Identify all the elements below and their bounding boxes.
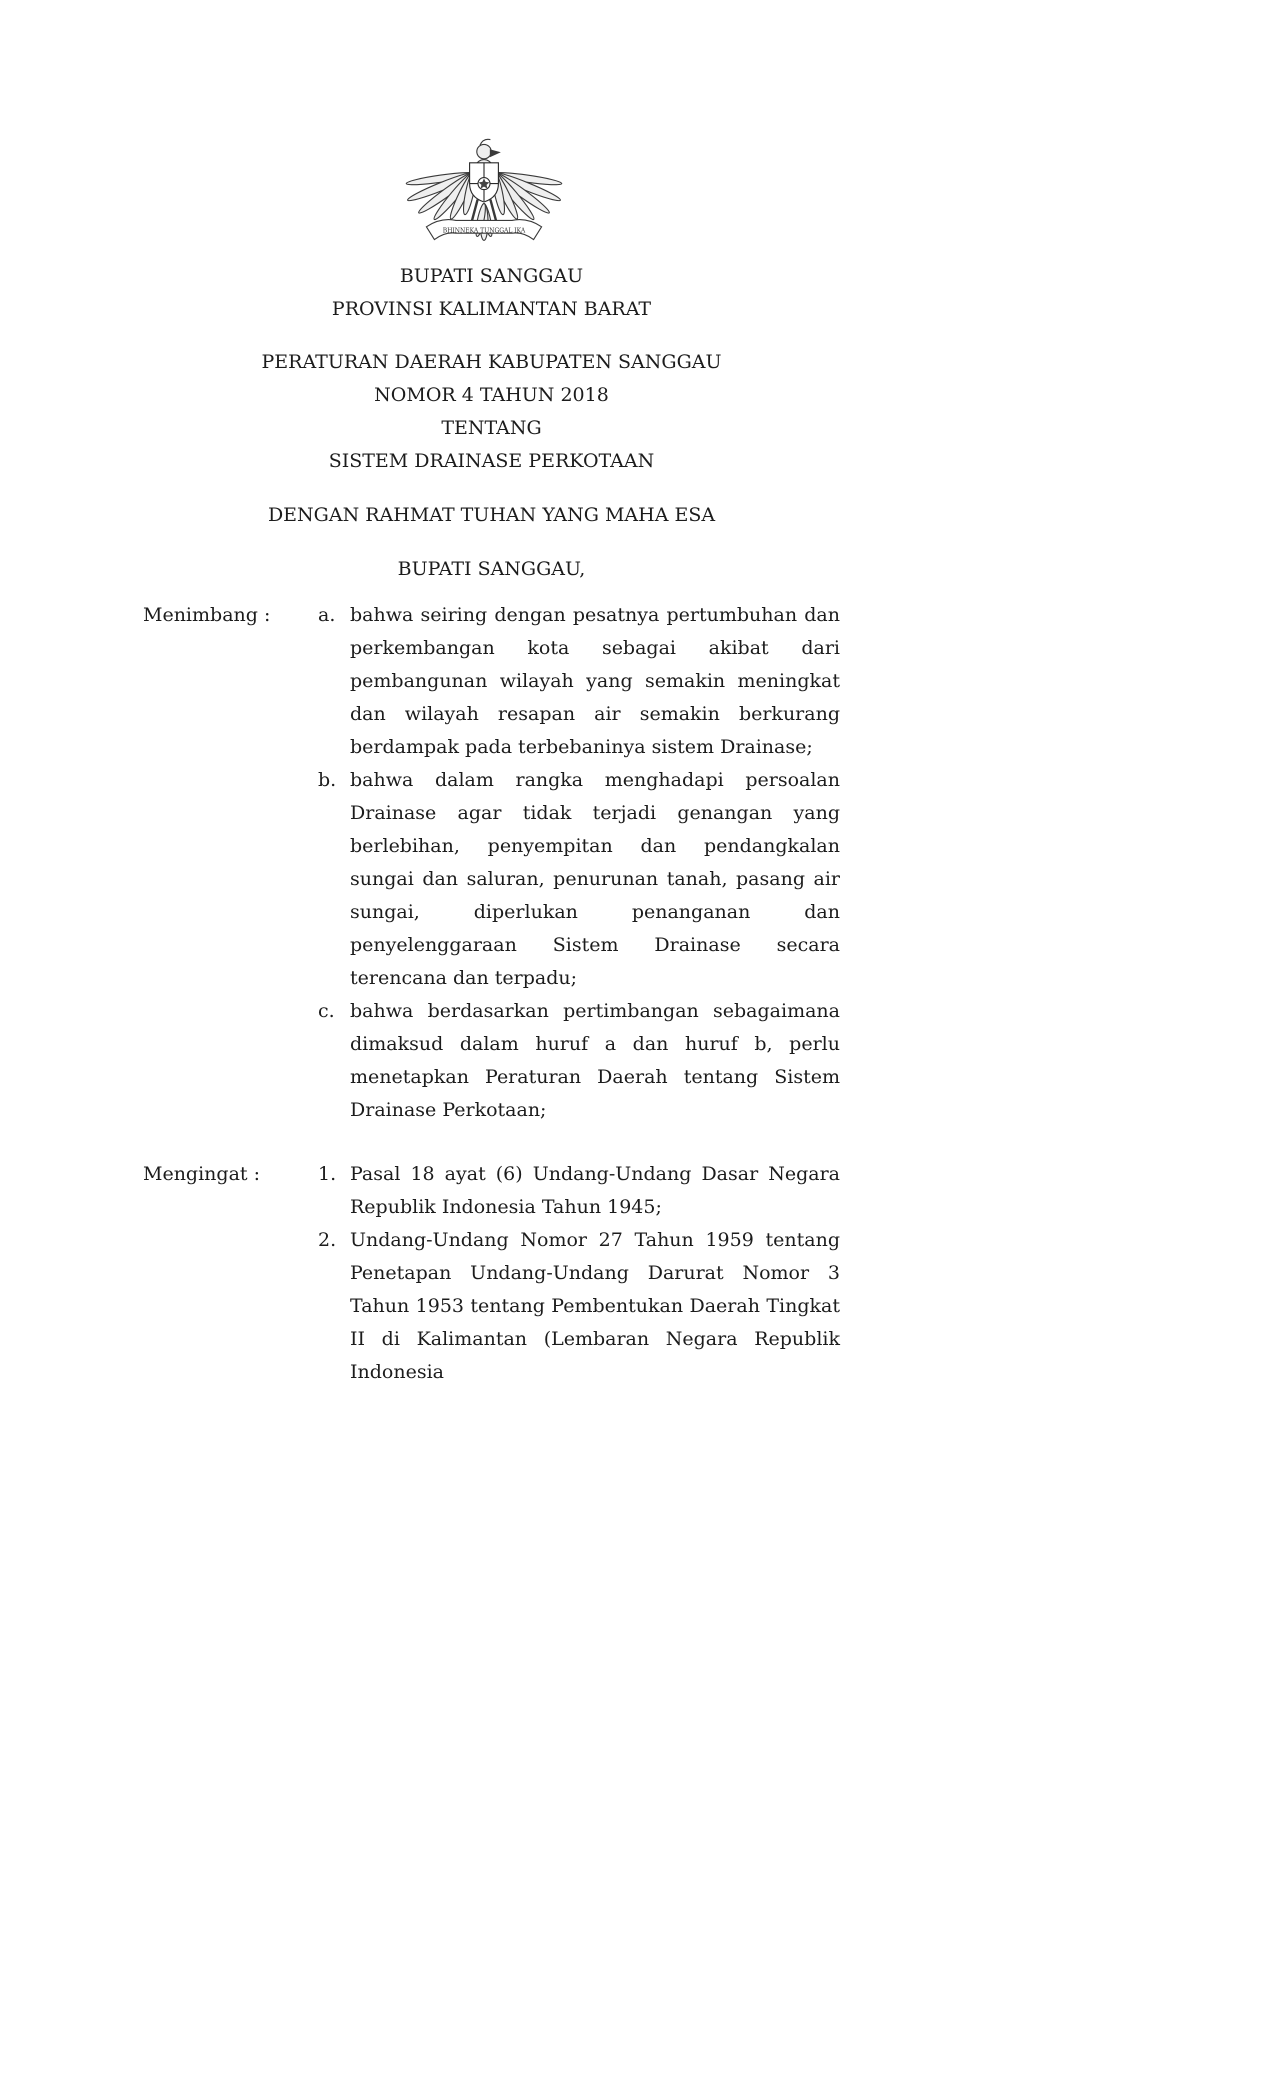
issuer-name: BUPATI SANGGAU (399, 265, 584, 287)
item-text: Undang-Undang Nomor 27 Tahun 1959 tentang Penetapan Undang-Undang Darurat Nomor 3 Tahun 1953 tentang Pembentukan Daerah Tingkat II di Kalimantan (Lembaran Negara Republik Indonesia (350, 1229, 840, 1383)
item-marker: a. (318, 604, 336, 626)
consideration-item-c (318, 995, 840, 1127)
regulation-subject: SISTEM DRAINASE PERKOTAAN (328, 450, 655, 472)
invocation-line: DENGAN RAHMAT TUHAN YANG MAHA ESA (267, 504, 716, 526)
official-block (143, 553, 840, 586)
regulation-title: PERATURAN DAERAH KABUPATEN SANGGAU (261, 351, 722, 373)
item-marker: b. (318, 769, 337, 791)
document-body (143, 599, 840, 1389)
enacting-official: BUPATI SANGGAU, (397, 558, 586, 580)
emblem-banner-text: BHINNEKA TUNGGAL IKA (442, 227, 526, 235)
item-marker: 1. (318, 1163, 337, 1185)
mengingat-section (143, 1158, 840, 1389)
item-marker: c. (318, 1000, 335, 1022)
item-text: Pasal 18 ayat (6) Undang-Undang Dasar Negara Republik Indonesia Tahun 1945; (350, 1163, 840, 1218)
garuda-emblem-graphic (404, 110, 564, 254)
menimbang-section (143, 599, 840, 1127)
item-text: bahwa dalam rangka menghadapi persoalan Drainase agar tidak terjadi genangan yang berlebihan, penyempitan dan pendangkalan sungai dan saluran, penurunan tanah, pasang air sungai, diperlukan penanganan dan penyelenggaraan Sistem Drainase secara terencana dan terpadu; (350, 769, 840, 989)
regulation-number: NOMOR 4 TAHUN 2018 (374, 384, 609, 406)
consideration-item-b (318, 764, 840, 995)
regulation-title-block (143, 346, 840, 478)
invocation-block (143, 499, 840, 532)
menimbang-label: Menimbang : (143, 604, 271, 626)
item-text: bahwa seiring dengan pesatnya pertumbuhan dan perkembangan kota sebagai akibat dari pembangunan wilayah yang semakin meningkat dan wilayah resapan air semakin berkurang berdampak pada terbebaninya sistem Drainase; (350, 604, 840, 758)
legal-basis-item-2 (318, 1224, 840, 1389)
province-name: PROVINSI KALIMANTAN BARAT (331, 298, 652, 320)
legal-basis-item-1 (318, 1158, 840, 1224)
garuda-pancasila-emblem (404, 110, 564, 250)
document-content (143, 260, 840, 1389)
tentang-label: TENTANG (441, 417, 542, 439)
mengingat-items (318, 1158, 840, 1389)
item-marker: 2. (318, 1229, 337, 1251)
mengingat-label: Mengingat : (143, 1163, 260, 1185)
menimbang-items (318, 599, 840, 1127)
item-text: bahwa berdasarkan pertimbangan sebagaimana dimaksud dalam huruf a dan huruf b, perlu menetapkan Peraturan Daerah tentang Sistem Drainase Perkotaan; (350, 1000, 840, 1121)
consideration-item-a (318, 599, 840, 764)
